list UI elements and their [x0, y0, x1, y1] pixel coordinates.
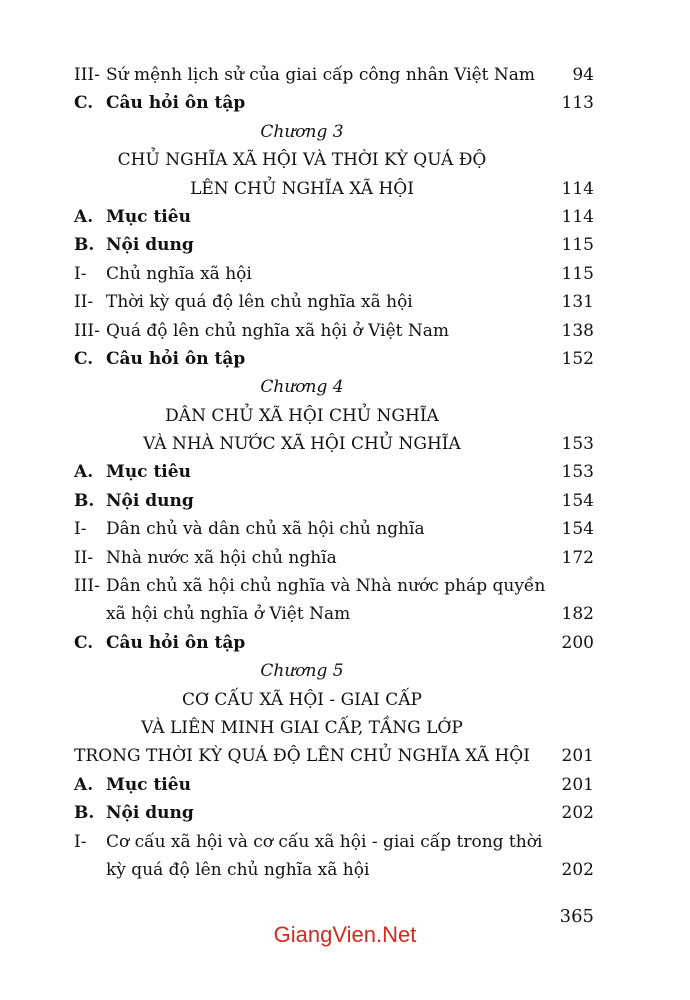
entry-page-number: 131 — [561, 292, 594, 313]
entry-text: Dân chủ và dân chủ xã hội chủ nghĩa — [106, 519, 425, 540]
entry-page-number: 138 — [561, 320, 594, 341]
chapter-heading — [74, 657, 594, 685]
entry-label: C. — [74, 348, 94, 369]
entry-text: VÀ LIÊN MINH GIAI CẤP, TẦNG LỚP — [141, 717, 463, 738]
entry-page-number: 153 — [561, 462, 594, 483]
watermark: GiangVien.Net — [273, 922, 417, 947]
chapter-title-line — [74, 146, 594, 174]
entry-text: Chương 5 — [260, 661, 344, 682]
entry-page-number: 115 — [561, 235, 594, 256]
toc-entry — [74, 828, 594, 856]
toc-entry — [74, 799, 594, 827]
entry-page-number: 202 — [561, 859, 594, 880]
entry-page-number: 154 — [561, 490, 594, 511]
entry-text: CHỦ NGHĨA XÃ HỘI VÀ THỜI KỲ QUÁ ĐỘ — [117, 150, 487, 171]
entry-label: I- — [74, 519, 87, 540]
entry-page-number: 114 — [561, 178, 594, 199]
entry-text: Chương 4 — [260, 377, 344, 398]
toc-entry — [74, 61, 594, 89]
entry-page-number: 152 — [561, 348, 594, 369]
entry-label: III- — [74, 65, 100, 85]
entry-text: Dân chủ xã hội chủ nghĩa và Nhà nước pháp quyền — [106, 576, 546, 597]
chapter-title-line — [74, 175, 594, 203]
entry-text: LÊN CHỦ NGHĨA XÃ HỘI — [190, 178, 414, 199]
toc-entry — [74, 600, 594, 628]
chapter-title-line — [74, 430, 594, 458]
entry-text: xã hội chủ nghĩa ở Việt Nam — [106, 604, 351, 625]
page-number: 365 — [559, 906, 594, 927]
entry-text: Chương 3 — [260, 121, 344, 142]
entry-page-number: 182 — [561, 604, 594, 625]
entry-label: B. — [74, 490, 95, 511]
entry-text: Quá độ lên chủ nghĩa xã hội ở Việt Nam — [106, 320, 450, 341]
entry-label: C. — [74, 632, 94, 653]
entry-text: Nội dung — [106, 235, 194, 256]
entry-page-number: 113 — [561, 93, 594, 114]
entry-label: A. — [74, 462, 94, 483]
chapter-heading — [74, 373, 594, 401]
entry-label: III- — [74, 320, 100, 341]
toc-entry — [74, 317, 594, 345]
entry-page-number: 154 — [561, 519, 594, 540]
entry-text: DÂN CHỦ XÃ HỘI CHỦ NGHĨA — [165, 405, 439, 426]
toc-entry — [74, 487, 594, 515]
entry-page-number: 114 — [561, 206, 594, 227]
entry-label: A. — [74, 206, 94, 227]
toc-entry — [74, 856, 594, 884]
toc-entry — [74, 231, 594, 259]
entry-text: Mục tiêu — [106, 462, 191, 483]
chapter-title-line — [74, 742, 594, 770]
entry-page-number: 115 — [561, 263, 594, 284]
toc-entry — [74, 629, 594, 657]
toc-entry — [74, 515, 594, 543]
entry-label: III- — [74, 576, 100, 597]
entry-label: I- — [74, 831, 87, 852]
entry-text: Sứ mệnh lịch sử của giai cấp công nhân Việt Nam — [106, 65, 536, 85]
entry-text: Câu hỏi ôn tập — [106, 348, 246, 369]
entry-text: Câu hỏi ôn tập — [106, 632, 246, 653]
entry-text: Chủ nghĩa xã hội — [106, 263, 252, 284]
entry-label: II- — [74, 292, 94, 313]
entry-label: B. — [74, 235, 95, 256]
entry-text: Nhà nước xã hội chủ nghĩa — [106, 547, 337, 568]
toc-entries — [74, 61, 594, 884]
entry-text: Nội dung — [106, 803, 194, 824]
entry-page-number: 94 — [572, 65, 594, 85]
entry-page-number: 201 — [561, 774, 594, 795]
entry-text: CƠ CẤU XÃ HỘI - GIAI CẤP — [182, 689, 422, 710]
entry-text: VÀ NHÀ NƯỚC XÃ HỘI CHỦ NGHĨA — [143, 434, 461, 455]
entry-text: Câu hỏi ôn tập — [106, 93, 246, 114]
toc-entry — [74, 89, 594, 117]
chapter-title-line — [74, 686, 594, 714]
entry-label: C. — [74, 93, 94, 114]
entry-text: Mục tiêu — [106, 774, 191, 795]
entry-label: A. — [74, 774, 94, 795]
entry-text: Mục tiêu — [106, 206, 191, 227]
chapter-title-line — [74, 714, 594, 742]
chapter-heading — [74, 118, 594, 146]
entry-page-number: 201 — [561, 746, 594, 767]
entry-text: Nội dung — [106, 490, 194, 511]
toc-entry — [74, 458, 594, 486]
entry-text: TRONG THỜI KỲ QUÁ ĐỘ LÊN CHỦ NGHĨA XÃ HỘI — [74, 746, 530, 767]
toc-entry — [74, 260, 594, 288]
toc-entry — [74, 288, 594, 316]
entry-page-number: 172 — [561, 547, 594, 568]
toc-entry — [74, 771, 594, 799]
entry-text: Cơ cấu xã hội và cơ cấu xã hội - giai cấp trong thời — [106, 831, 543, 852]
toc-entry — [74, 203, 594, 231]
toc-entry — [74, 345, 594, 373]
toc-entry — [74, 572, 594, 600]
entry-text: Thời kỳ quá độ lên chủ nghĩa xã hội — [106, 292, 413, 313]
entry-label: II- — [74, 547, 94, 568]
entry-page-number: 200 — [561, 632, 594, 653]
entry-label: I- — [74, 263, 87, 284]
entry-label: B. — [74, 803, 95, 824]
entry-text: kỳ quá độ lên chủ nghĩa xã hội — [106, 859, 370, 880]
toc-entry — [74, 544, 594, 572]
entry-page-number: 153 — [561, 434, 594, 455]
entry-page-number: 202 — [561, 803, 594, 824]
chapter-title-line — [74, 402, 594, 430]
